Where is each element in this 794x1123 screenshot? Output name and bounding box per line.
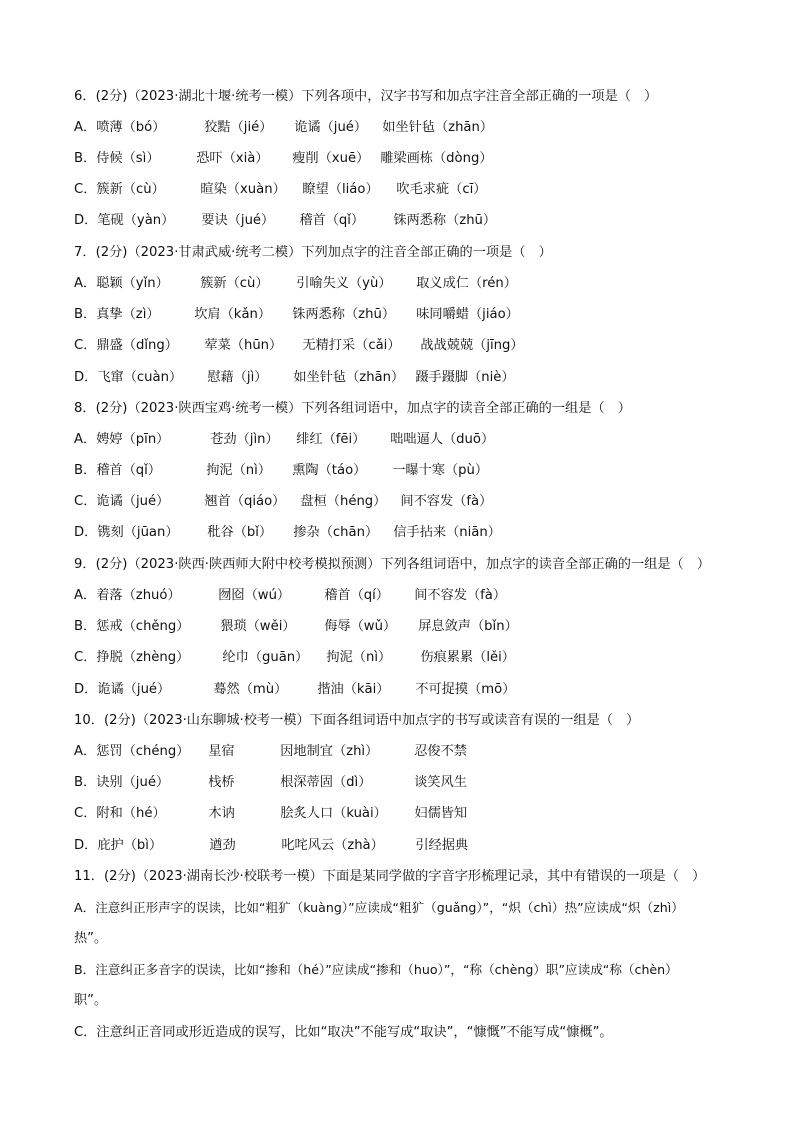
option-term: 坎肩（kǎn） xyxy=(194,307,272,322)
option-term: 一曝十寒（pù） xyxy=(392,463,489,478)
option-label: A． xyxy=(74,276,97,291)
option-term: 惩戒（chěng） xyxy=(96,619,190,634)
option-label: B． xyxy=(74,463,97,478)
option-label: C． xyxy=(74,494,97,509)
option-term: 诀别（jué） xyxy=(96,775,170,790)
option-term: 取义成仁（rén） xyxy=(416,276,517,291)
option-label: C． xyxy=(74,338,97,353)
question-11-option-b-line2: 职”。 xyxy=(74,993,108,1008)
option-term: 星宿 xyxy=(208,744,235,759)
option-label: A． xyxy=(74,588,97,603)
question-7-stem: 7．(2分)（2023·甘肃武威·统考二模）下列加点字的注音全部正确的一项是（ ） xyxy=(74,245,552,260)
option-term: 侍候（sì） xyxy=(96,151,160,166)
option-term: 脍炙人口（kuài） xyxy=(280,806,387,821)
option-term: 秕谷（bǐ） xyxy=(207,525,273,540)
question-8-option-b[interactable] xyxy=(74,461,488,481)
question-7-option-d[interactable] xyxy=(74,368,515,388)
option-label: C． xyxy=(74,650,97,665)
option-label: D． xyxy=(74,838,98,853)
option-term: 荤菜（hūn） xyxy=(204,338,283,353)
question-8-option-d[interactable] xyxy=(74,523,501,543)
option-term: 慰藉（jì） xyxy=(207,370,268,385)
question-10-stem: 10．(2分)（2023·山东聊城·校考一模）下面各组词语中加点字的书写或读音有误的一组是（ ） xyxy=(74,713,640,728)
option-label: B． xyxy=(74,151,97,166)
question-11-stem: 11．(2分)（2023·湖南长沙·校联考一模）下面是某同学做的字音字形梳理记录，其中有错误的一项是（ ） xyxy=(74,869,706,884)
option-term: 诡谲（jué） xyxy=(294,120,368,135)
option-label: D． xyxy=(74,525,98,540)
option-term: 真挚（zì） xyxy=(96,307,160,322)
option-term: 引经据典 xyxy=(415,838,469,853)
option-term: 惩罚（chéng） xyxy=(96,744,190,759)
question-9-option-b[interactable] xyxy=(74,617,518,637)
option-term: 揩油（kāi） xyxy=(317,682,390,697)
option-term: 喷薄（bó） xyxy=(96,120,166,135)
option-term: 着落（zhuó） xyxy=(96,588,181,603)
option-term: 因地制宜（zhì） xyxy=(280,744,379,759)
question-6-option-b[interactable] xyxy=(74,149,493,169)
option-label: C． xyxy=(74,182,97,197)
option-term: 如坐针毡（zhān） xyxy=(382,120,494,135)
question-6-option-c[interactable] xyxy=(74,180,486,200)
option-term: 绯红（fēi） xyxy=(296,432,366,447)
question-9-option-c[interactable] xyxy=(74,648,515,668)
question-10-option-c[interactable] xyxy=(74,804,467,824)
option-term: 木讷 xyxy=(208,806,235,821)
option-term: 簇新（cù） xyxy=(96,182,165,197)
question-8-stem: 8．(2分)（2023·陕西宝鸡·统考一模）下列各组词语中，加点字的读音全部正确的一组是（ ） xyxy=(74,401,631,416)
option-term: 栈桥 xyxy=(208,775,235,790)
question-8-option-a[interactable] xyxy=(74,430,494,450)
question-6-stem: 6．(2分)（2023·湖北十堰·统考一模）下列各项中，汉字书写和加点字注音全部正确的一项是（ ） xyxy=(74,89,658,104)
option-term: 铢两悉称（zhū） xyxy=(393,213,497,228)
option-term: 掺杂（chān） xyxy=(293,525,379,540)
question-7-option-b[interactable] xyxy=(74,305,519,325)
question-11-option-c-line1[interactable]: C．注意纠正音同或形近造成的误写，比如“取决”不能写成“取诀”，“慷慨”不能写成“慷概”。 xyxy=(74,1025,613,1040)
option-term: 暄染（xuàn） xyxy=(200,182,286,197)
option-term: 稽首（qǐ） xyxy=(96,463,162,478)
question-11-option-b-line1[interactable]: B．注意纠正多音字的误读，比如“掺和（hé）”应读成“掺和（huo）”，“称（chèng）职”应读成“称（chèn） xyxy=(74,962,678,977)
question-9-option-a[interactable] xyxy=(74,586,506,606)
option-term: 囫囵（wú） xyxy=(218,588,291,603)
option-term: 雕梁画栋（dòng） xyxy=(380,151,493,166)
option-label: A． xyxy=(74,120,97,135)
option-term: 恐吓（xià） xyxy=(196,151,269,166)
option-term: 忍俊不禁 xyxy=(414,744,467,759)
question-8-option-c[interactable] xyxy=(74,492,492,512)
option-term: 味同嚼蜡（jiáo） xyxy=(416,307,519,322)
option-label: B． xyxy=(74,307,97,322)
option-term: 战战兢兢（jīng） xyxy=(420,338,524,353)
option-term: 挣脱（zhèng） xyxy=(96,650,190,665)
option-term: 猥琐（wěi） xyxy=(220,619,296,634)
option-term: 间不容发（fà） xyxy=(414,588,507,603)
question-7-option-c[interactable] xyxy=(74,336,524,356)
question-6-option-d[interactable] xyxy=(74,211,496,231)
option-term: 笔砚（yàn） xyxy=(97,213,175,228)
option-term: 妇儒皆知 xyxy=(414,806,468,821)
option-term: 间不容发（fà） xyxy=(400,494,493,509)
option-term: 叱咤风云（zhà） xyxy=(281,838,384,853)
question-9-stem: 9．(2分)（2023·陕西·陕西师大附中校考模拟预测）下列各组词语中，加点字的读音全部正确的一组是（ ） xyxy=(74,557,711,572)
option-term: 根深蒂固（dì） xyxy=(280,775,372,790)
option-term: 瞭望（liáo） xyxy=(302,182,379,197)
question-10-option-b[interactable] xyxy=(74,773,467,793)
option-term: 要诀（jué） xyxy=(201,213,275,228)
option-term: 拘泥（nì） xyxy=(326,650,392,665)
option-term: 瘦削（xuē） xyxy=(292,151,370,166)
question-9-option-d[interactable] xyxy=(74,680,515,700)
option-term: 聪颖（yǐn） xyxy=(96,276,169,291)
option-term: 盘桓（héng） xyxy=(300,494,387,509)
option-term: 铢两悉称（zhū） xyxy=(292,307,396,322)
option-label: B． xyxy=(74,619,97,634)
question-6-option-a[interactable] xyxy=(74,118,493,138)
option-term: 鼎盛（dǐng） xyxy=(96,338,178,353)
option-term: 附和（hé） xyxy=(96,806,166,821)
option-term: 无精打采（cǎi） xyxy=(302,338,401,353)
option-term: 翘首（qiáo） xyxy=(204,494,286,509)
option-term: 镌刻（jūan） xyxy=(97,525,179,540)
option-label: D． xyxy=(74,370,98,385)
question-10-option-a[interactable] xyxy=(74,742,467,762)
option-term: 簇新（cù） xyxy=(200,276,269,291)
option-term: 拘泥（nì） xyxy=(206,463,272,478)
option-label: D． xyxy=(74,213,98,228)
option-term: 屏息敛声（bǐn） xyxy=(418,619,518,634)
option-term: 蹑手蹑脚（niè） xyxy=(415,370,515,385)
option-term: 不可捉摸（mō） xyxy=(415,682,516,697)
option-term: 飞窜（cuàn） xyxy=(97,370,183,385)
option-term: 诡谲（jué） xyxy=(96,494,170,509)
option-term: 如坐针毡（zhān） xyxy=(293,370,405,385)
option-label: B． xyxy=(74,775,97,790)
option-term: 蓦然（mù） xyxy=(213,682,288,697)
option-label: A． xyxy=(74,432,97,447)
option-term: 稽首（qǐ） xyxy=(299,213,365,228)
option-label: D． xyxy=(74,682,98,697)
option-term: 熏陶（táo） xyxy=(292,463,367,478)
option-term: 苍劲（jìn） xyxy=(210,432,279,447)
question-10-option-d[interactable] xyxy=(74,836,468,856)
option-term: 娉婷（pīn） xyxy=(96,432,170,447)
option-term: 吹毛求疵（cī） xyxy=(396,182,487,197)
question-11-option-a-line1[interactable]: A．注意纠正形声字的误读，比如“粗犷（kuàng）”应读成“粗犷（guǎng）”，“炽（chì）热”应读成“炽（zhì） xyxy=(74,900,684,915)
question-7-option-a[interactable] xyxy=(74,274,517,294)
option-term: 稽首（qí） xyxy=(324,588,390,603)
option-term: 狡黠（jié） xyxy=(204,120,273,135)
option-label: A． xyxy=(74,744,97,759)
option-term: 伤痕累累（lěi） xyxy=(420,650,515,665)
option-term: 侮辱（wǔ） xyxy=(324,619,397,634)
option-term: 谈笑风生 xyxy=(414,775,467,790)
option-term: 遒劲 xyxy=(209,838,236,853)
question-11-option-a-line2: 热”。 xyxy=(74,931,108,946)
option-label: C． xyxy=(74,806,97,821)
option-term: 咄咄逼人（duō） xyxy=(390,432,495,447)
option-term: 信手拈来（niān） xyxy=(393,525,501,540)
option-term: 引喻失义（yù） xyxy=(296,276,392,291)
option-term: 庇护（bì） xyxy=(97,838,163,853)
option-term: 纶巾（guān） xyxy=(222,650,309,665)
option-term: 诡谲（jué） xyxy=(97,682,171,697)
